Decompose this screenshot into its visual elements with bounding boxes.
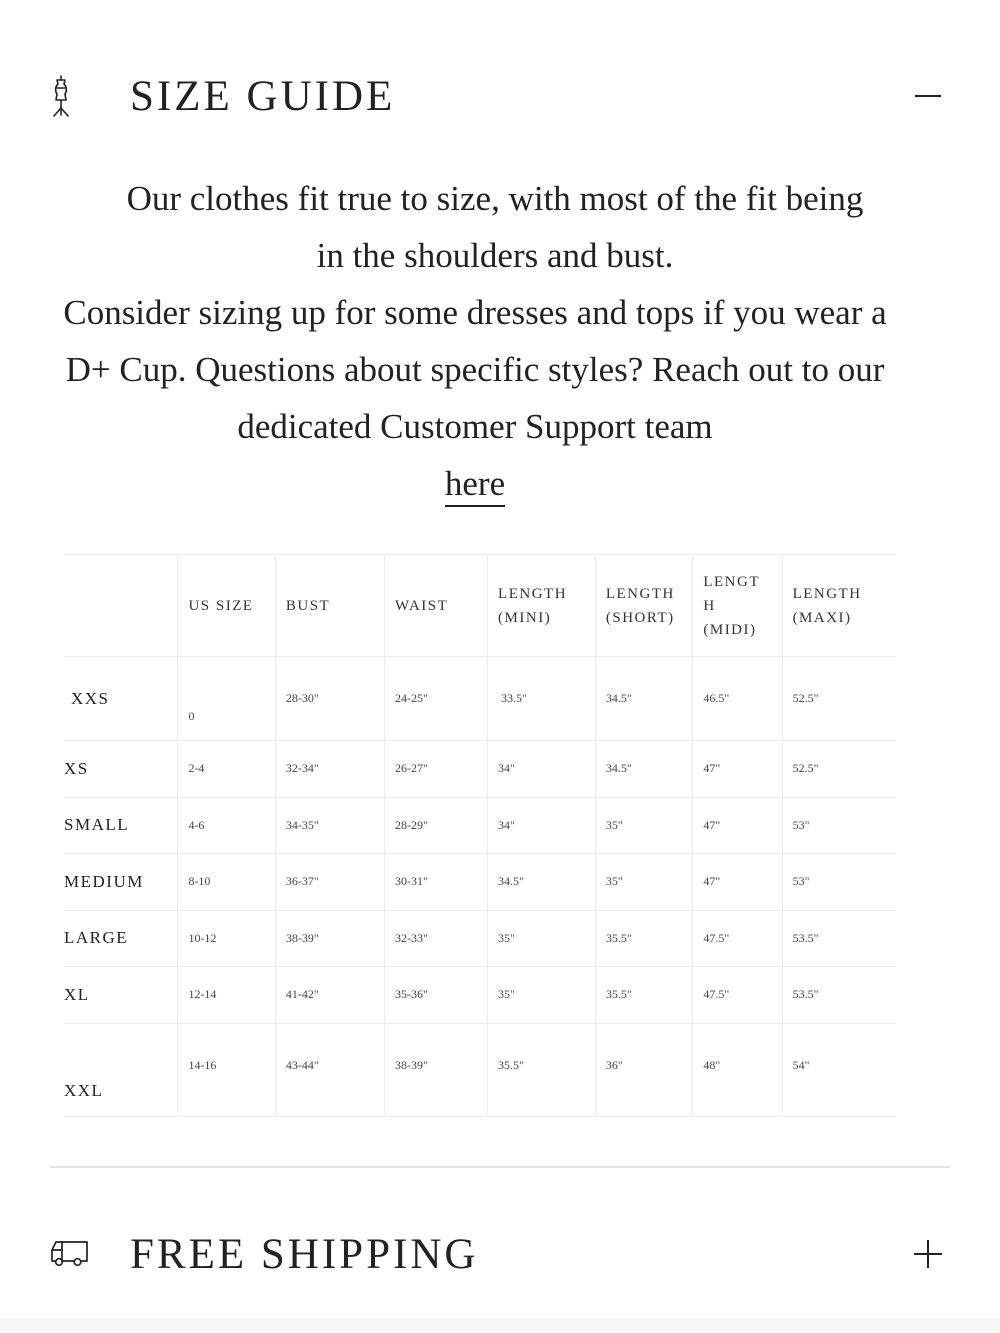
length-maxi-cell: 54" <box>782 1023 896 1116</box>
waist-cell: 32-33" <box>384 910 487 967</box>
bust-cell: 36-37" <box>275 854 384 911</box>
length-midi-cell: 47" <box>693 854 782 911</box>
length-mini-cell: 35.5" <box>488 1023 596 1116</box>
dress-form-icon <box>50 74 90 118</box>
next-section-edge <box>0 1318 1000 1333</box>
length-maxi-cell: 53" <box>782 854 896 911</box>
us-size-cell: 2-4 <box>178 741 275 798</box>
waist-cell: 38-39" <box>384 1023 487 1116</box>
size-label: MEDIUM <box>64 854 178 911</box>
length-short-cell: 34.5" <box>595 657 693 741</box>
table-row <box>64 657 896 741</box>
us-size-cell: 0 <box>178 657 275 741</box>
bust-cell: 34-35" <box>275 797 384 854</box>
length-mini-cell: 34.5" <box>488 854 596 911</box>
length-midi-cell: 47" <box>693 741 782 798</box>
length-short-cell: 34.5" <box>595 741 693 798</box>
waist-cell: 24-25" <box>384 657 487 741</box>
length-maxi-cell: 52.5" <box>782 741 896 798</box>
waist-cell: 28-29" <box>384 797 487 854</box>
size-guide-accordion-header[interactable] <box>50 66 950 126</box>
bust-cell: 28-30" <box>275 657 384 741</box>
length-mini-cell: 35" <box>488 967 596 1024</box>
collapse-icon[interactable] <box>906 74 950 118</box>
size-chart-table <box>64 554 896 1117</box>
table-header-row <box>64 555 896 657</box>
length-short-cell: 35" <box>595 797 693 854</box>
length-midi-cell: 47" <box>693 797 782 854</box>
length-short-cell: 35" <box>595 854 693 911</box>
size-guide-title: SIZE GUIDE <box>130 72 396 120</box>
length-midi-cell: 46.5" <box>693 657 782 741</box>
section-divider <box>50 1166 950 1168</box>
length-maxi-cell: 52.5" <box>782 657 896 741</box>
length-mini-cell: 34" <box>488 797 596 854</box>
waist-cell: 30-31" <box>384 854 487 911</box>
table-row <box>64 854 896 911</box>
header-size-label <box>64 555 178 657</box>
us-size-cell: 14-16 <box>178 1023 275 1116</box>
header-length-mini: LENGTH (MINI) <box>488 555 596 657</box>
size-label: XS <box>64 741 178 798</box>
bust-cell: 41-42" <box>275 967 384 1024</box>
length-midi-cell: 47.5" <box>693 910 782 967</box>
header-length-maxi: LENGTH (MAXI) <box>782 555 896 657</box>
us-size-cell: 12-14 <box>178 967 275 1024</box>
header-us-size: US SIZE <box>178 555 275 657</box>
length-short-cell: 35.5" <box>595 910 693 967</box>
free-shipping-title: FREE SHIPPING <box>130 1230 479 1278</box>
customer-support-link[interactable]: here <box>445 464 505 507</box>
header-length-short: LENGTH (SHORT) <box>595 555 693 657</box>
size-label: SMALL <box>64 797 178 854</box>
bust-cell: 43-44" <box>275 1023 384 1116</box>
length-short-cell: 36" <box>595 1023 693 1116</box>
length-midi-cell: 47.5" <box>693 967 782 1024</box>
length-maxi-cell: 53.5" <box>782 967 896 1024</box>
expand-icon[interactable] <box>906 1232 950 1276</box>
size-label: LARGE <box>64 910 178 967</box>
header-length-midi: LENGT H (MIDI) <box>693 555 782 657</box>
header-bust: BUST <box>275 555 384 657</box>
support-note <box>60 284 890 512</box>
length-maxi-cell: 53" <box>782 797 896 854</box>
length-mini-cell: 35" <box>488 910 596 967</box>
size-guide-description <box>60 170 890 512</box>
table-row <box>64 797 896 854</box>
length-maxi-cell: 53.5" <box>782 910 896 967</box>
support-note-text: Consider sizing up for some dresses and tops if you wear a D+ Cup. Questions about specific styles? Reach out to our dedicated Customer Support team <box>63 293 887 446</box>
size-label: XL <box>64 967 178 1024</box>
us-size-cell: 4-6 <box>178 797 275 854</box>
length-mini-cell: 33.5" <box>488 657 596 741</box>
us-size-cell: 10-12 <box>178 910 275 967</box>
waist-cell: 26-27" <box>384 741 487 798</box>
waist-cell: 35-36" <box>384 967 487 1024</box>
delivery-truck-icon <box>50 1232 90 1276</box>
fit-note: Our clothes fit true to size, with most of the fit being in the shoulders and bust. <box>126 179 864 275</box>
table-row <box>64 967 896 1024</box>
table-row <box>64 910 896 967</box>
size-label: XXL <box>64 1023 178 1116</box>
table-row <box>64 1023 896 1116</box>
free-shipping-accordion-header[interactable] <box>50 1224 950 1284</box>
us-size-cell: 8-10 <box>178 854 275 911</box>
header-waist: WAIST <box>384 555 487 657</box>
table-row <box>64 741 896 798</box>
length-midi-cell: 48" <box>693 1023 782 1116</box>
bust-cell: 38-39" <box>275 910 384 967</box>
length-mini-cell: 34" <box>488 741 596 798</box>
length-short-cell: 35.5" <box>595 967 693 1024</box>
size-label: XXS <box>64 657 178 741</box>
bust-cell: 32-34" <box>275 741 384 798</box>
